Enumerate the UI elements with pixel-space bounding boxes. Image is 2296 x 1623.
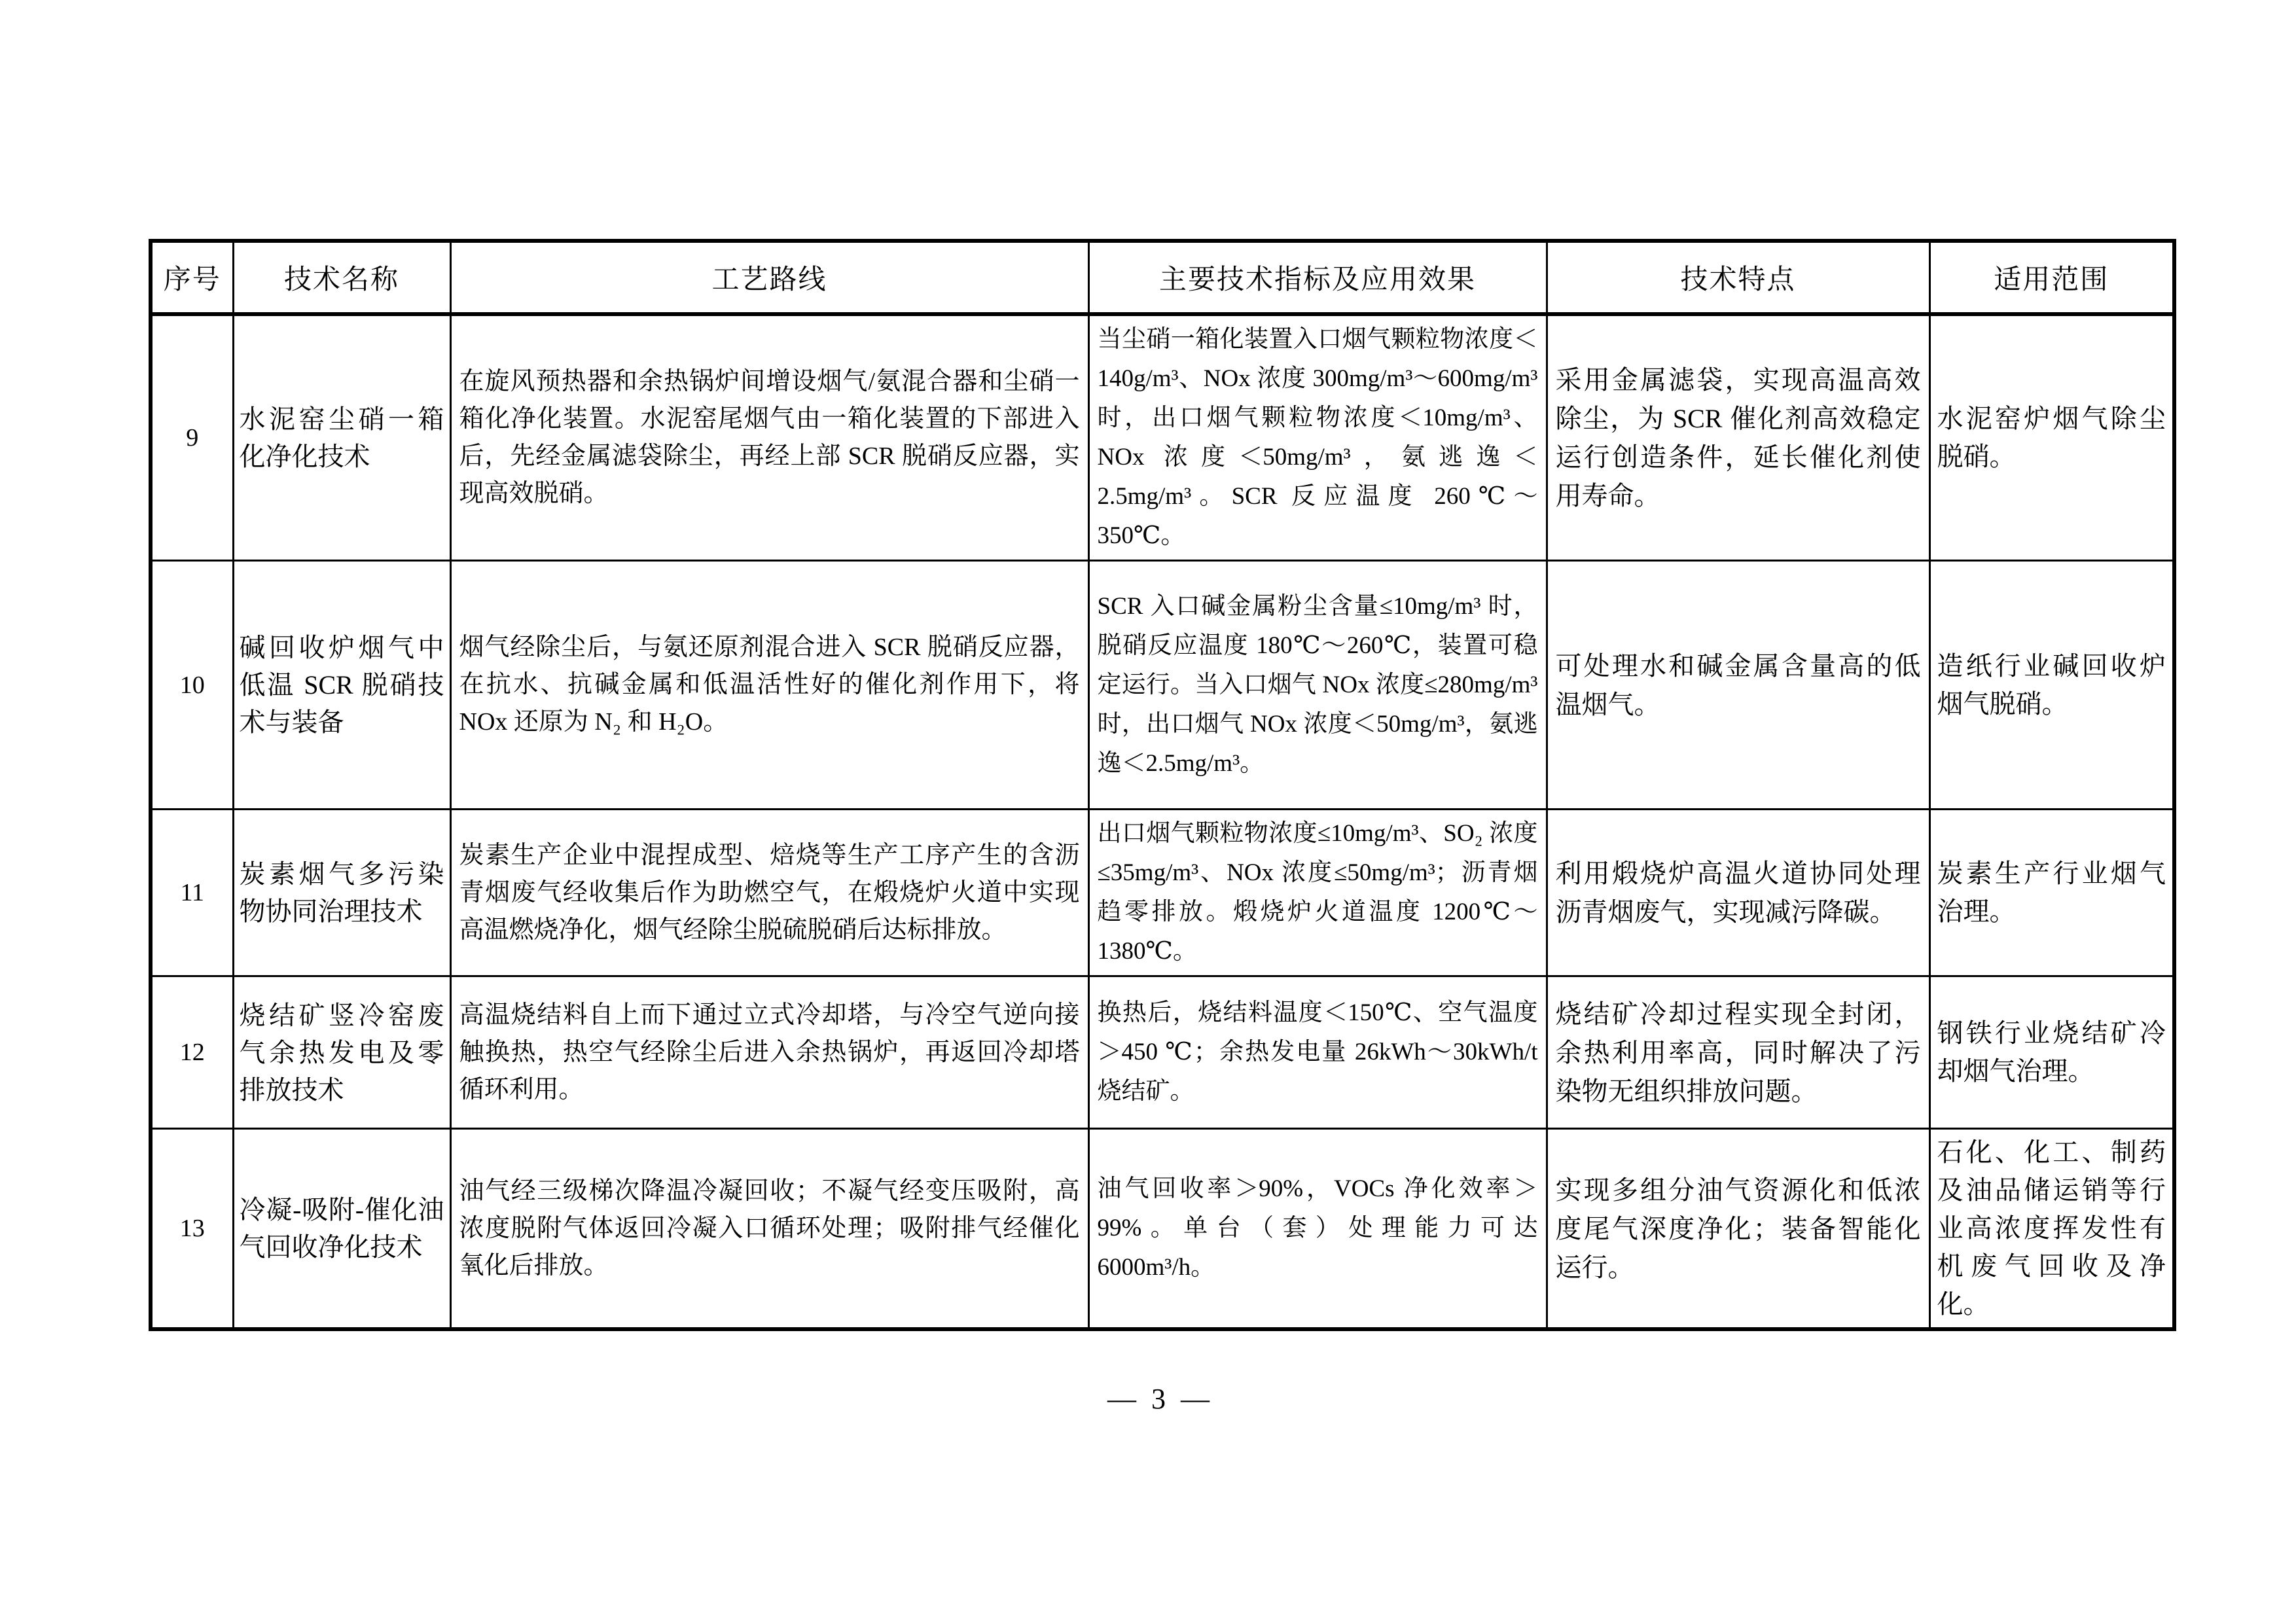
row-11-features: 利用煅烧炉高温火道协同处理沥青烟废气，实现减污降碳。: [1547, 810, 1929, 976]
row-13-no: 13: [151, 1129, 233, 1330]
row-12-no: 12: [151, 976, 233, 1129]
table-row: [151, 810, 2174, 976]
header-cell-features: 技术特点: [1547, 241, 1929, 314]
row-10-indicators: SCR 入口碱金属粉尘含量≤10mg/m³ 时，脱硝反应温度 180℃～260℃，装置可稳定运行。当入口烟气 NOx 浓度≤280mg/m³ 时，出口烟气 NOx 浓度＜50mg/m³，氨逃逸＜2.5mg/m³。: [1088, 561, 1547, 810]
row-12-indicators: 换热后，烧结料温度＜150℃、空气温度＞450 ℃；余热发电量 26kWh～30kWh/t 烧结矿。: [1088, 976, 1547, 1129]
header-cell-no: 序号: [151, 241, 233, 314]
row-10-scope: 造纸行业碱回收炉烟气脱硝。: [1929, 561, 2174, 810]
technology-catalog-table: [149, 239, 2176, 1331]
row-11-name: 炭素烟气多污染物协同治理技术: [233, 810, 450, 976]
row-12-features: 烧结矿冷却过程实现全封闭，余热利用率高，同时解决了污染物无组织排放问题。: [1547, 976, 1929, 1129]
row-11-scope: 炭素生产行业烟气治理。: [1929, 810, 2174, 976]
row-10-no: 10: [151, 561, 233, 810]
row-9-no: 9: [151, 314, 233, 561]
header-cell-name: 技术名称: [233, 241, 450, 314]
row-9-indicators: 当尘硝一箱化装置入口烟气颗粒物浓度＜140g/m³、NOx 浓度 300mg/m³～600mg/m³ 时，出口烟气颗粒物浓度＜10mg/m³、NOx 浓度＜50mg/m³，氨逃逸＜2.5mg/m³。SCR 反应温度 260℃～350℃。: [1088, 314, 1547, 561]
row-12-process: 高温烧结料自上而下通过立式冷却塔，与冷空气逆向接触换热，热空气经除尘后进入余热锅炉，再返回冷却塔循环利用。: [450, 976, 1088, 1129]
row-9-process: 在旋风预热器和余热锅炉间增设烟气/氨混合器和尘硝一箱化净化装置。水泥窑尾烟气由一箱化装置的下部进入后，先经金属滤袋除尘，再经上部 SCR 脱硝反应器，实现高效脱硝。: [450, 314, 1088, 561]
row-12-name: 烧结矿竖冷窑废气余热发电及零排放技术: [233, 976, 450, 1129]
table-row: [151, 314, 2174, 561]
row-12-scope: 钢铁行业烧结矿冷却烟气治理。: [1929, 976, 2174, 1129]
page-number: — 3 —: [1107, 1383, 1213, 1415]
row-13-scope: 石化、化工、制药及油品储运销等行业高浓度挥发性有机废气回收及净化。: [1929, 1129, 2174, 1330]
row-9-scope: 水泥窑炉烟气除尘脱硝。: [1929, 314, 2174, 561]
row-11-process: 炭素生产企业中混捏成型、焙烧等生产工序产生的含沥青烟废气经收集后作为助燃空气，在煅烧炉火道中实现高温燃烧净化，烟气经除尘脱硫脱硝后达标排放。: [450, 810, 1088, 976]
row-11-no: 11: [151, 810, 233, 976]
table-row: [151, 1129, 2174, 1330]
header-cell-scope: 适用范围: [1929, 241, 2174, 314]
row-10-process: 烟气经除尘后，与氨还原剂混合进入 SCR 脱硝反应器，在抗水、抗碱金属和低温活性好的催化剂作用下，将 NOx 还原为 N₂ 和 H₂O。: [450, 561, 1088, 810]
table-header-row: [151, 241, 2174, 314]
row-13-indicators: 油气回收率＞90%，VOCs 净化效率＞99%。单台（套）处理能力可达 6000m³/h。: [1088, 1129, 1547, 1330]
row-13-process: 油气经三级梯次降温冷凝回收；不凝气经变压吸附，高浓度脱附气体返回冷凝入口循环处理；吸附排气经催化氧化后排放。: [450, 1129, 1088, 1330]
table-row: [151, 561, 2174, 810]
row-10-name: 碱回收炉烟气中低温 SCR 脱硝技术与装备: [233, 561, 450, 810]
row-9-features: 采用金属滤袋，实现高温高效除尘，为 SCR 催化剂高效稳定运行创造条件，延长催化剂使用寿命。: [1547, 314, 1929, 561]
header-cell-indicators: 主要技术指标及应用效果: [1088, 241, 1547, 314]
row-9-name: 水泥窑尘硝一箱化净化技术: [233, 314, 450, 561]
header-cell-process: 工艺路线: [450, 241, 1088, 314]
row-13-name: 冷凝-吸附-催化油气回收净化技术: [233, 1129, 450, 1330]
row-13-features: 实现多组分油气资源化和低浓度尾气深度净化；装备智能化运行。: [1547, 1129, 1929, 1330]
row-11-indicators: 出口烟气颗粒物浓度≤10mg/m³、SO₂ 浓度≤35mg/m³、NOx 浓度≤50mg/m³；沥青烟趋零排放。煅烧炉火道温度 1200℃～1380℃。: [1088, 810, 1547, 976]
table-row: [151, 976, 2174, 1129]
row-10-features: 可处理水和碱金属含量高的低温烟气。: [1547, 561, 1929, 810]
